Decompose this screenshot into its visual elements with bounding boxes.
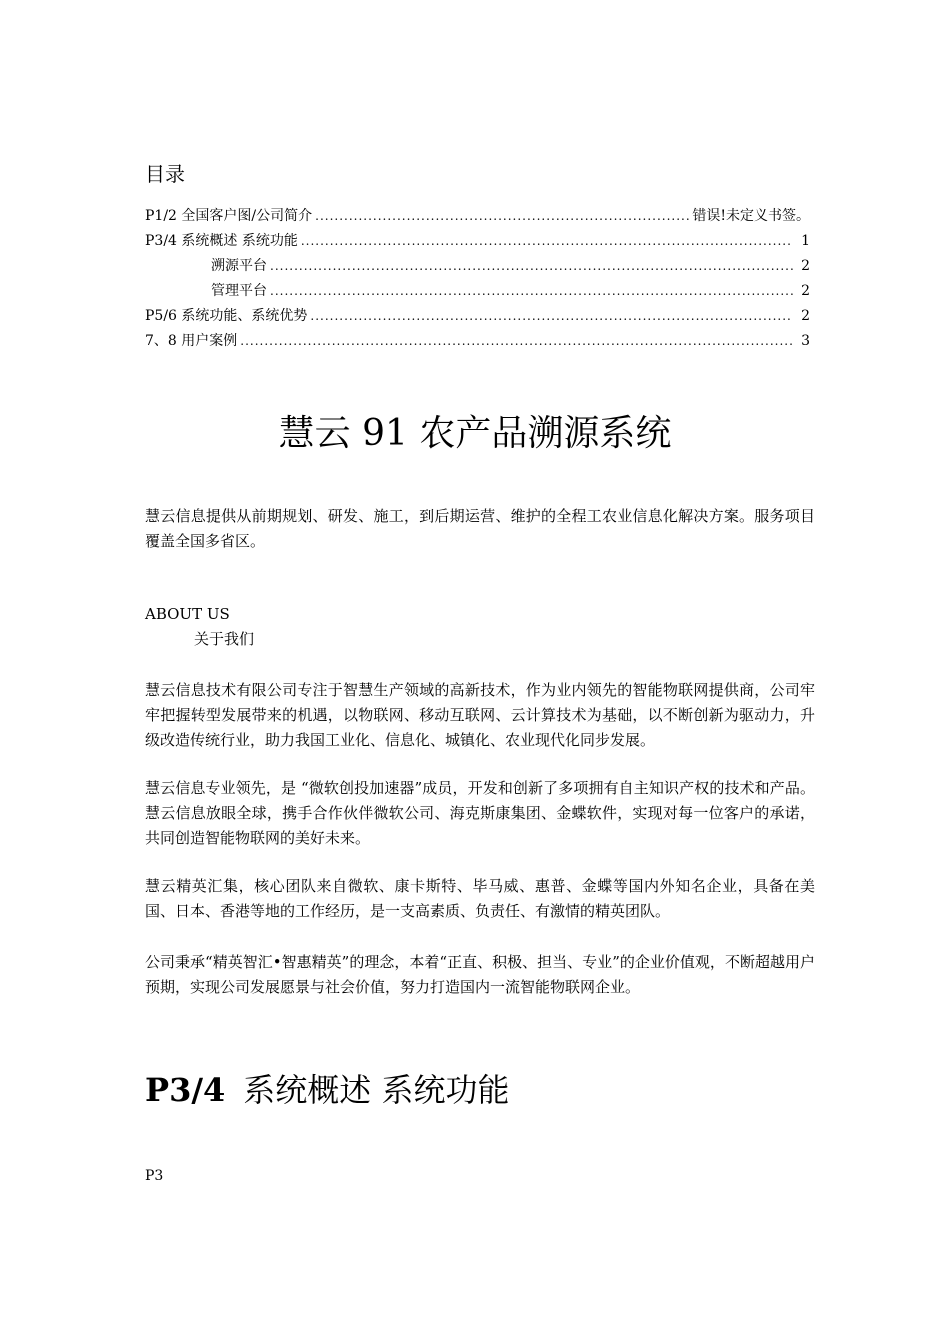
toc-dot-leader bbox=[270, 279, 793, 304]
toc-entry-label: P1/2 全国客户图/公司简介 bbox=[145, 208, 313, 224]
main-title: 慧云 91 农产品溯源系统 bbox=[278, 413, 672, 454]
toc-entry-page: 1 bbox=[801, 233, 810, 249]
toc-entry-page: 3 bbox=[801, 333, 810, 349]
toc-entry-label: P5/6 系统功能、系统优势 bbox=[145, 308, 308, 324]
toc-entry-label: 溯源平台 bbox=[211, 258, 267, 274]
toc-dot-leader bbox=[270, 254, 793, 279]
toc-entry-page: 2 bbox=[801, 308, 810, 324]
toc-title: 目录 bbox=[145, 162, 185, 186]
about-paragraph: 公司秉承“精英智汇•智惠精英”的理念，本着“正直、积极、担当、专业”的企业价值观，不断超越用户预期，实现公司发展愿景与社会价值，努力打造国内一流智能物联网企业。 bbox=[145, 953, 815, 996]
about-heading-en: ABOUT US bbox=[145, 605, 230, 623]
toc-dot-leader bbox=[240, 329, 793, 354]
toc-entry-page: 错误!未定义书签。 bbox=[692, 208, 810, 224]
toc-entry-label: 管理平台 bbox=[211, 283, 267, 299]
about-heading-cn: 关于我们 bbox=[194, 630, 255, 648]
section-title: 系统概述 系统功能 bbox=[243, 1071, 510, 1109]
toc-entry[interactable] bbox=[145, 304, 810, 329]
about-paragraph: 慧云信息专业领先，是 “微软创投加速器”成员，开发和创新了多项拥有自主知识产权的技术和产品。慧云信息放眼全球，携手合作伙伴微软公司、海克斯康集团、金蝶软件，实现对每一位客户的承诺，共同创造智能物联网的美好未来。 bbox=[145, 779, 815, 847]
toc-entry-label: P3/4 系统概述 系统功能 bbox=[145, 233, 298, 249]
toc-entry[interactable] bbox=[145, 329, 810, 354]
toc-entry[interactable] bbox=[145, 279, 810, 304]
toc-entry[interactable] bbox=[145, 229, 810, 254]
toc-entry-page: 2 bbox=[801, 258, 810, 274]
toc-entry-page: 2 bbox=[801, 283, 810, 299]
about-paragraph: 慧云精英汇集，核心团队来自微软、康卡斯特、毕马威、惠普、金蝶等国内外知名企业，具备在美国、日本、香港等地的工作经历，是一支高素质、负责任、有激情的精英团队。 bbox=[145, 877, 815, 920]
toc-dot-leader bbox=[301, 229, 793, 254]
toc-entry[interactable] bbox=[145, 254, 810, 279]
page-label: P3 bbox=[145, 1168, 164, 1184]
toc-dot-leader bbox=[315, 204, 689, 229]
section-code: P3/4 bbox=[145, 1071, 226, 1109]
toc-dot-leader bbox=[310, 304, 793, 329]
toc-entry[interactable] bbox=[145, 204, 810, 229]
section-heading bbox=[145, 1066, 509, 1114]
about-paragraph: 慧云信息技术有限公司专注于智慧生产领域的高新技术，作为业内领先的智能物联网提供商，公司牢牢把握转型发展带来的机遇，以物联网、移动互联网、云计算技术为基础，以不断创新为驱动力，升级改造传统行业，助力我国工业化、信息化、城镇化、农业现代化同步发展。 bbox=[145, 681, 815, 749]
toc-entry-label: 7、8 用户案例 bbox=[145, 333, 238, 349]
intro-paragraph: 慧云信息提供从前期规划、研发、施工，到后期运营、维护的全程工农业信息化解决方案。服务项目覆盖全国多省区。 bbox=[145, 507, 815, 550]
table-of-contents bbox=[145, 204, 810, 354]
